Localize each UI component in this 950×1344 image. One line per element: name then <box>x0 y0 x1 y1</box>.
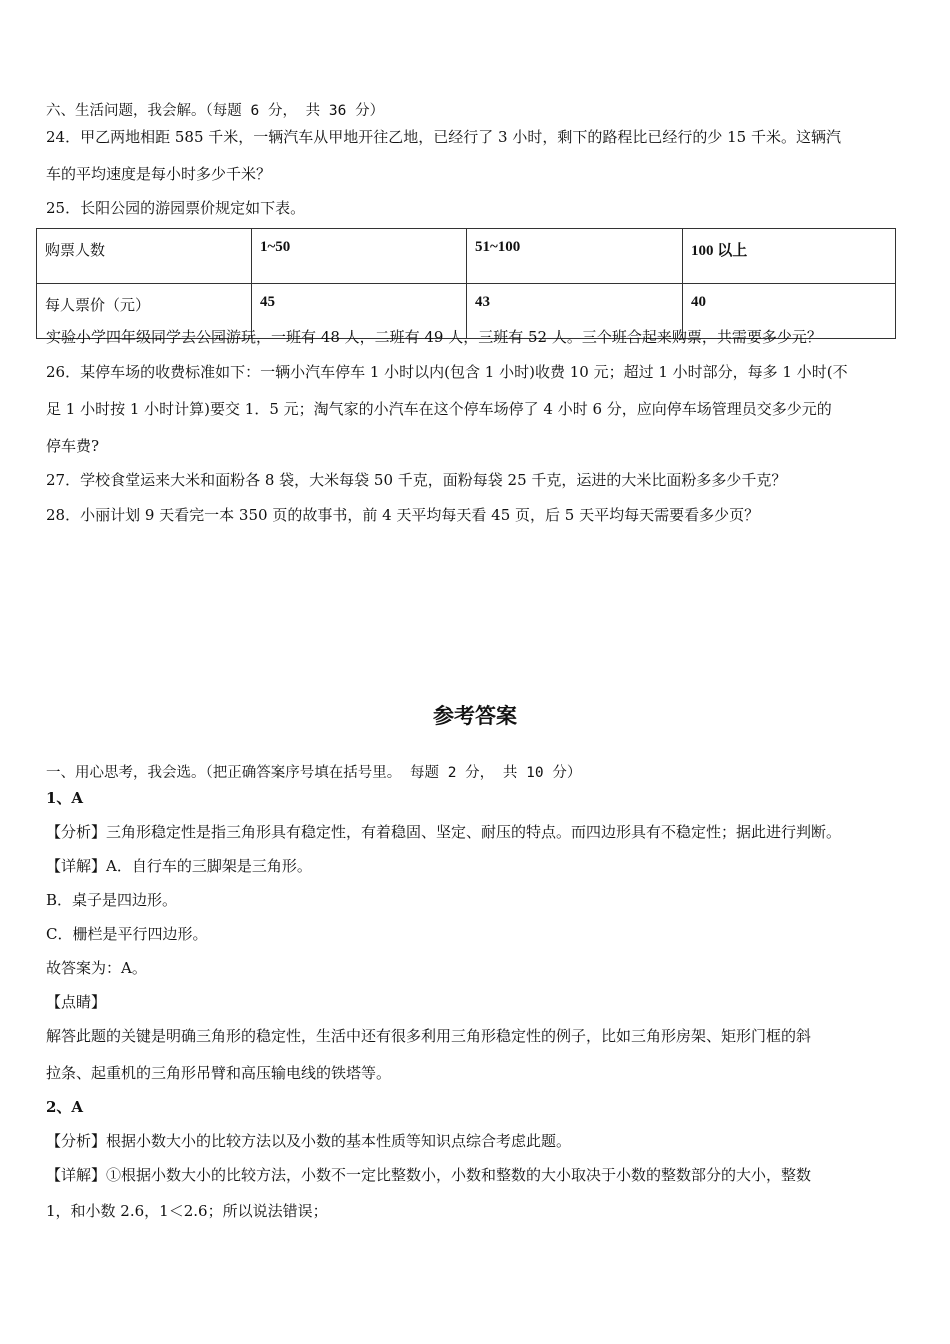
question-24-line1: 24．甲乙两地相距 585 千米，一辆汽车从甲地开往乙地，已经行了 3 小时，剩下的路程比已经行的少 15 千米。这辆汽 <box>46 128 841 146</box>
question-25-text: 实验小学四年级同学去公园游玩，一班有 48 人，二班有 49 人，三班有 52 人。三个班合起来购票，共需要多少元？ <box>46 328 822 346</box>
answer-1-conclusion: 故答案为：A。 <box>46 959 147 977</box>
answer-2-detail-line2: 1，和小数 2.6，1＜2.6；所以说法错误； <box>46 1202 328 1220</box>
answer-1-detail-b: B．桌子是四边形。 <box>46 891 178 909</box>
answer-1-comment-heading: 【点睛】 <box>46 993 107 1011</box>
table-row <box>37 229 896 284</box>
answer-2-label: 2、A <box>46 1098 84 1116</box>
question-26-line1: 26．某停车场的收费标准如下：一辆小汽车停车 1 小时以内(包含 1 小时)收费 10 元；超过 1 小时部分，每多 1 小时(不 <box>46 363 848 381</box>
ticket-price-table <box>36 228 896 339</box>
table-cell: 51~100 <box>467 229 683 284</box>
question-27: 27．学校食堂运来大米和面粉各 8 袋，大米每袋 50 千克，面粉每袋 25 千克，运进的大米比面粉多多少千克？ <box>46 471 787 489</box>
answer-1-analysis: 【分析】三角形稳定性是指三角形具有稳定性，有着稳固、坚定、耐压的特点。而四边形具有不稳定性；据此进行判断。 <box>46 823 842 841</box>
table-cell: 43 <box>467 284 683 339</box>
answer-1-label: 1、A <box>46 789 84 807</box>
answer-1-detail-c: C．栅栏是平行四边形。 <box>46 925 208 943</box>
table-cell: 40 <box>683 284 896 339</box>
answer-1-detail-a: 【详解】A．自行车的三脚架是三角形。 <box>46 857 312 875</box>
section6-heading: 六、生活问题，我会解。（每题 6 分， 共 36 分） <box>46 103 385 119</box>
question-25-intro: 25．长阳公园的游园票价规定如下表。 <box>46 199 306 217</box>
question-26-line2: 足 1 小时按 1 小时计算)要交 1．5 元；淘气家的小汽车在这个停车场停了 4 小时 6 分，应向停车场管理员交多少元的 <box>46 400 832 418</box>
table-cell: 45 <box>252 284 467 339</box>
table-cell: 100 以上 <box>683 229 896 284</box>
table-cell: 1~50 <box>252 229 467 284</box>
question-28: 28．小丽计划 9 天看完一本 350 页的故事书，前 4 天平均每天看 45 页，后 5 天平均每天需要看多少页？ <box>46 506 760 524</box>
table-cell: 购票人数 <box>37 229 252 284</box>
answer-1-comment-line1: 解答此题的关键是明确三角形的稳定性，生活中还有很多利用三角形稳定性的例子，比如三角形房架、矩形门框的斜 <box>46 1027 812 1045</box>
answer-1-comment-line2: 拉条、起重机的三角形吊臂和高压输电线的铁塔等。 <box>46 1064 392 1082</box>
answers-section1-heading: 一、用心思考，我会选。（把正确答案序号填在括号里。 每题 2 分， 共 10 分） <box>46 765 582 781</box>
answer-2-detail-line1: 【详解】①根据小数大小的比较方法，小数不一定比整数小，小数和整数的大小取决于小数的整数部分的大小，整数 <box>46 1166 812 1184</box>
answer-2-analysis: 【分析】根据小数大小的比较方法以及小数的基本性质等知识点综合考虑此题。 <box>46 1132 572 1150</box>
table-cell: 每人票价（元） <box>37 284 252 339</box>
question-26-line3: 停车费? <box>46 437 100 455</box>
answers-title: 参考答案 <box>433 704 517 728</box>
question-24-line2: 车的平均速度是每小时多少千米？ <box>46 165 272 183</box>
